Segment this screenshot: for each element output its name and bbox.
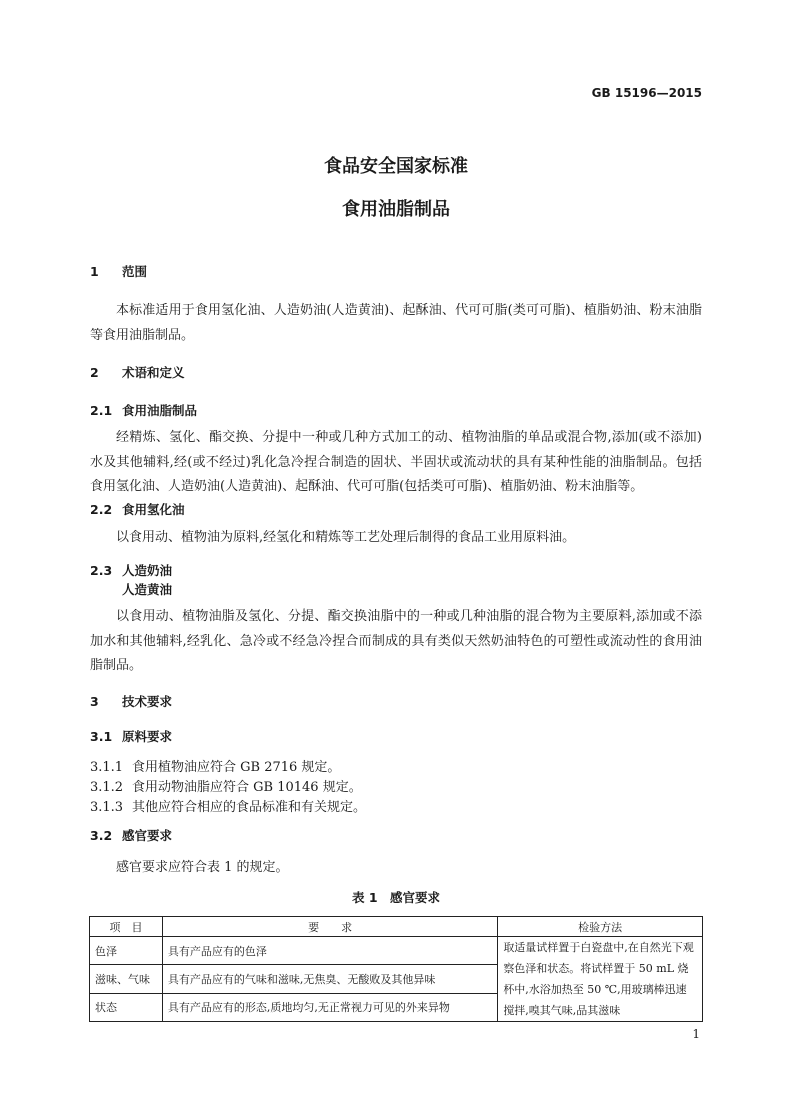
table-header-row xyxy=(90,917,703,937)
test-method-cell: 取适量试样置于白瓷盘中,在自然光下观察色泽和状态。将试样置于 50 mL 烧杯中,水浴加热至 50 ℃,用玻璃棒迅速搅拌,嗅其气味,品其滋味 xyxy=(498,937,703,1022)
row-requirement: 具有产品应有的气味和滋味,无焦臭、无酸败及其他异味 xyxy=(162,965,497,993)
row-item: 滋味、气味 xyxy=(90,965,163,993)
section-heading-2: 2 术语和定义 xyxy=(90,365,185,380)
section-heading-2-2: 2.2 食用氢化油 xyxy=(90,502,185,517)
row-requirement: 具有产品应有的色泽 xyxy=(162,937,497,965)
row-item: 状态 xyxy=(90,993,163,1021)
section-2-3-text: 以食用动、植物油脂及氢化、分提、酯交换油脂中的一种或几种油脂的混合物为主要原料,添加或不添加水和其他辅料,经乳化、急冷或不经急冷捏合而制成的具有类似天然奶油特色的可塑性或流动性的食用油脂制品。 xyxy=(90,609,702,673)
section-heading-3: 3 技术要求 xyxy=(90,694,173,709)
table-1-caption: 表 1 感官要求 xyxy=(351,890,441,905)
section-heading-1: 1 范围 xyxy=(90,264,148,279)
section-2-2-text: 以食用动、植物油为原料,经氢化和精炼等工艺处理后制得的食品工业用原料油。 xyxy=(116,530,576,545)
section-heading-3-2: 3.2 感官要求 xyxy=(90,828,173,843)
row-requirement: 具有产品应有的形态,质地均匀,无正常视力可见的外来异物 xyxy=(162,993,497,1021)
clause-3-1-3: 3.1.3 其他应符合相应的食品标准和有关规定。 xyxy=(90,800,367,815)
header-method: 检验方法 xyxy=(498,917,703,937)
section-heading-2-1: 2.1 食用油脂制品 xyxy=(90,403,198,418)
page-number: 1 xyxy=(692,1027,700,1041)
section-3-2-text: 感官要求应符合表 1 的规定。 xyxy=(116,860,289,875)
section-2-1-text: 经精炼、氢化、酯交换、分提中一种或几种方式加工的动、植物油脂的单品或混合物,添加(或不添加)水及其他辅料,经(或不经过)乳化急冷捏合制造的固状、半固状或流动状的具有某种性能的油脂制品。包括食用氢化油、人造奶油(人造黄油)、起酥油、代可可脂(包括类可可脂)、植脂奶油、粉末油脂等。 xyxy=(90,430,702,494)
section-heading-2-3-alt: 人造黄油 xyxy=(122,582,173,597)
clause-3-1-2: 3.1.2 食用动物油脂应符合 GB 10146 规定。 xyxy=(90,780,362,795)
standard-number: GB 15196—2015 xyxy=(591,86,702,100)
sensory-requirements-table xyxy=(89,916,703,1022)
row-item: 色泽 xyxy=(90,937,163,965)
table-row xyxy=(90,937,703,965)
header-requirement: 要 求 xyxy=(162,917,497,937)
header-item: 项 目 xyxy=(90,917,163,937)
section-heading-3-1: 3.1 原料要求 xyxy=(90,729,173,744)
standard-title-line2: 食用油脂制品 xyxy=(342,199,450,220)
standard-title-line1: 食品安全国家标准 xyxy=(324,156,468,177)
section-1-text: 本标准适用于食用氢化油、人造奶油(人造黄油)、起酥油、代可可脂(类可可脂)、植脂奶油、粉末油脂等食用油脂制品。 xyxy=(90,303,702,343)
section-heading-2-3: 2.3 人造奶油 xyxy=(90,563,173,578)
clause-3-1-1: 3.1.1 食用植物油应符合 GB 2716 规定。 xyxy=(90,760,341,775)
